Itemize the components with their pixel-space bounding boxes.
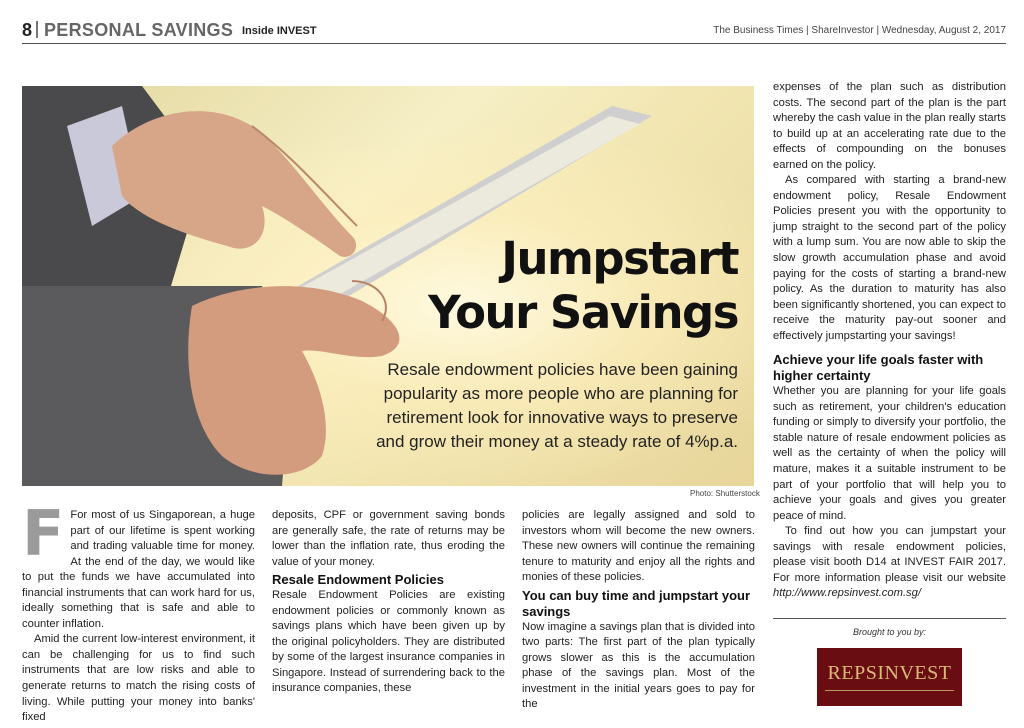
paragraph-3-continued: policies are legally assigned and sold to investors whom will become the new owners. These new owners will continue the remaining tenure to maturity and enjoy all the rights and monies of these policies. — [522, 509, 755, 584]
paragraph-2-continued: deposits, CPF or government saving bonds are generally safe, the rate of returns may be lower than the inflation rate, thus eroding the value of your money. — [272, 509, 505, 568]
section-title: PERSONAL SAVINGS — [44, 20, 234, 40]
sponsor-label: Brought to you by: — [852, 627, 927, 637]
paragraph-1: For most of us Singaporean, a huge part of our lifetime is spent working and trading valuable time for money. At the end of the day, we would like to put the funds we have accumulated into financial instruments that can work hard for us, ideally something that is safe and able to counter inflation. — [22, 509, 255, 630]
paragraph-2: Amid the current low-interest environment, it can be challenging for us to find such instruments that are low risks and able to generate returns to match the rising costs of living. While putting your money into banks' fixed — [22, 633, 255, 724]
hero-photo — [22, 86, 754, 486]
standfirst: Resale endowment policies have been gaining popularity as more people who are planning for retirement look for innovative ways to preserve and grow their money at a steady rate of 4%p.a. — [376, 360, 738, 451]
header-divider — [36, 21, 38, 38]
logo-wordmark: REPSINVEST — [827, 662, 952, 684]
paragraph-7-text: To find out how you can jumpstart your savings with resale endowment policies, please visit booth D14 at INVEST FAIR 2017. For more information please visit our website — [773, 525, 1006, 584]
publication-meta: The Business Times | ShareInvestor | Wednesday, August 2, 2017 — [713, 25, 1006, 36]
article-column-3 — [522, 508, 755, 713]
paragraph-4-continued: expenses of the plan such as distribution costs. The second part of the plan is the part whereby the cash value in the plan really starts to build up at an accelerating rate due to the effects of compounding on the bonuses earned on the policy. — [773, 81, 1006, 171]
subhead-resale-endowment: Resale Endowment Policies — [272, 572, 444, 588]
paragraph-6: Whether you are planning for your life goals such as retirement, your children's education funding or simply to diversify your portfolio, the stable nature of resale endowment policies as well as the certainty of when the policy will mature, makes it a suitable instrument to be part of your portfolio that will help you to achieve your goals and gives you greater peace of mind. — [773, 385, 1006, 522]
article-column-1 — [22, 497, 255, 726]
logo-underline — [825, 690, 954, 691]
page-header — [22, 18, 1006, 44]
website-link[interactable]: http://www.repsinvest.com.sg/ — [773, 587, 921, 600]
paragraph-3: Resale Endowment Policies are existing endowment policies or commonly known as savings plans which have been given up by the original policyholders. They are distributed by some of the largest insurance companies in Singapore. Instead of surrendering back to the insurance companies, these — [272, 589, 505, 695]
headline — [428, 232, 738, 340]
paragraph-7 — [773, 524, 1006, 602]
drop-cap: F — [22, 497, 65, 570]
photo-credit: Photo: Shutterstock — [690, 489, 760, 498]
headline-line-2: Your Savings — [428, 286, 738, 339]
sponsor-divider — [773, 618, 1006, 619]
article-column-4 — [773, 80, 1006, 602]
article-column-2 — [272, 508, 505, 697]
page-number: 8 — [22, 20, 33, 40]
subhead-buy-time: You can buy time and jumpstart your savings — [522, 587, 751, 619]
headline-line-1: Jumpstart — [501, 232, 738, 285]
repsinvest-logo — [817, 648, 962, 706]
subhead-life-goals: Achieve your life goals faster with higher certainty — [773, 352, 984, 384]
paragraph-4: Now imagine a savings plan that is divided into two parts: The first part of the plan typically grows slower as this is the accumulation phase of the savings plan. Most of the investment in the initial years goes to pay for the — [522, 620, 755, 711]
section-subtitle: Inside INVEST — [242, 25, 317, 37]
paragraph-5: As compared with starting a brand-new endowment policy, Resale Endowment Policies present you with the opportunity to jump straight to the second part of the policy with a lump sum. You are now able to skip the slow growth accumulation phase and avoid paying for the costs of starting a brand-new policy. As the duration to maturity has also been significantly shortened, you can expect to receive the maturity pay-out sooner and effectively jumpstarting your savings! — [773, 174, 1006, 342]
